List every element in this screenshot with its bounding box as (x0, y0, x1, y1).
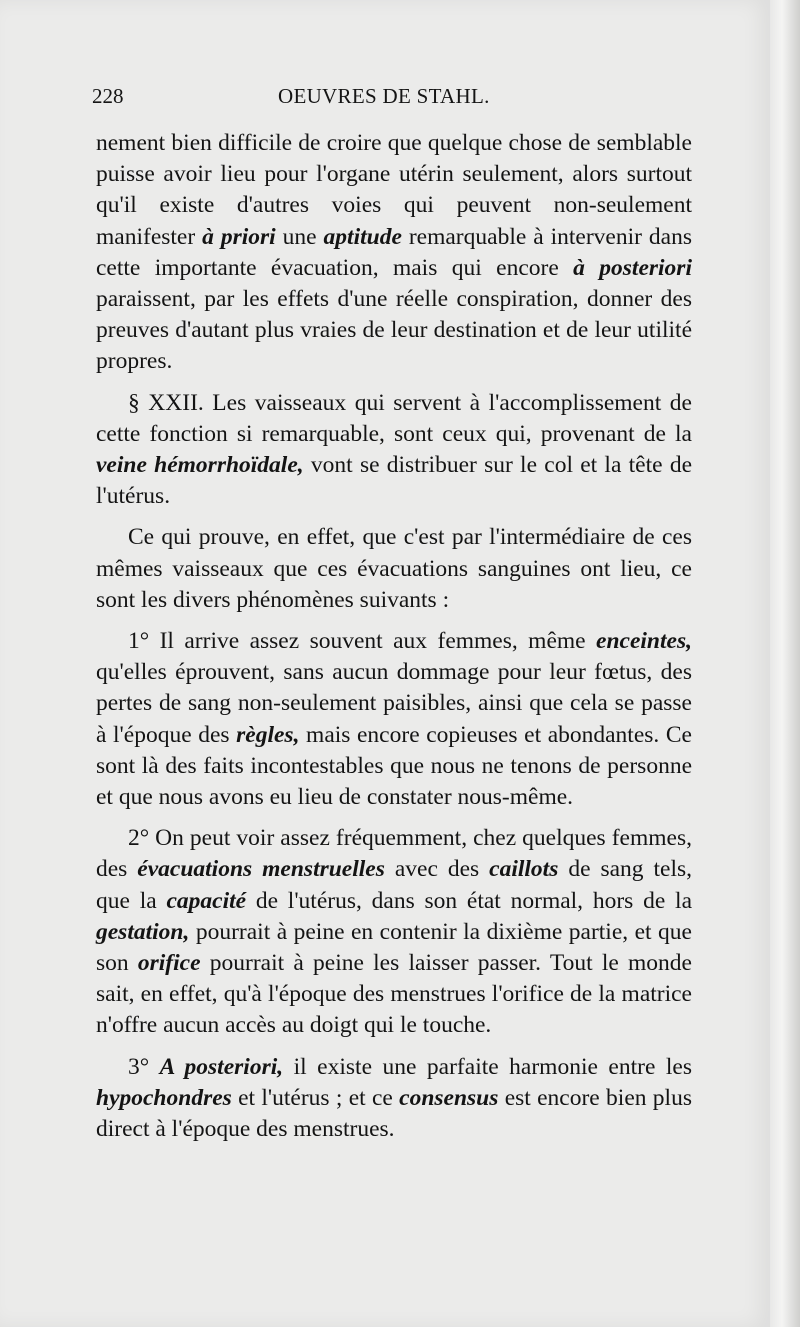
text-run: avec des (384, 856, 490, 883)
italic-phrase: orifice (137, 950, 201, 977)
italic-phrase: hypochondres (96, 1084, 232, 1111)
text-run: est encore bien plus direct à l'époque des menstrues. (96, 1084, 692, 1143)
italic-phrase: à posteriori (573, 254, 692, 281)
text-run: une (275, 223, 324, 250)
paragraph (96, 823, 692, 1041)
text-run: nement bien difficile de croire que quelque chose de semblable puisse avoir lieu pour l'organe utérin seulement, alors surtout qu'il existe d'autres voies qui peuvent non-seulement manifester (96, 130, 692, 250)
text-run: 1° Il arrive assez souvent aux femmes, même (128, 628, 597, 655)
text-run: 2° On peut voir assez fréquemment, chez quelques femmes, des (96, 825, 692, 883)
italic-phrase: veine hémorrhoïdale, (96, 452, 304, 479)
running-head: OEUVRES DE STAHL. (278, 84, 490, 108)
italic-phrase: règles, (236, 721, 300, 748)
text-run: vont se distribuer sur le col et la tête de l'utérus. (96, 452, 692, 510)
page-edge (770, 0, 800, 1327)
italic-phrase: A posteriori, (159, 1053, 284, 1080)
text-run: mais encore copieuses et abondantes. Ce sont là des faits incontestables que nous ne tenons de personne et que nous avons eu lieu de constater nous-même. (96, 721, 692, 811)
text-run: 3° (128, 1053, 160, 1080)
paragraph-continued (96, 128, 692, 378)
italic-phrase: aptitude (323, 223, 402, 250)
italic-phrase: consensus (399, 1084, 499, 1111)
text-run: pourrait à peine en contenir la dixième partie, et que son (96, 918, 692, 977)
page-number: 228 (92, 84, 124, 108)
italic-phrase: caillots (489, 856, 559, 883)
paragraph (96, 626, 692, 813)
paragraph (96, 1052, 692, 1146)
text-run: pourrait à peine les laisser passer. Tout le monde sait, en effet, qu'à l'époque des menstrues l'orifice de la matrice n'offre aucun accès au doigt qui le touche. (96, 950, 692, 1039)
text-run: qu'elles éprouvent, sans aucun dommage pour leur fœtus, des pertes de sang non-seulement paisibles, ainsi que cela se passe à l'époque des (96, 659, 692, 748)
text-run: de l'utérus, dans son état normal, hors de la (246, 887, 692, 914)
paragraph (96, 522, 692, 616)
text-run: et l'utérus ; et ce (231, 1084, 400, 1111)
text-run: remarquable à intervenir dans cette importante évacuation, mais qui encore (96, 223, 692, 281)
text-run: paraissent, par les effets d'une réelle conspiration, donner des preuves d'autant plus vraies de leur destination et de leur utilité propres. (96, 286, 692, 375)
text-run: § XXII. Les vaisseaux qui servent à l'accomplissement de cette fonction si remarquable, sont ceux qui, provenant de la (96, 389, 692, 447)
text-run: de sang tels, que la (96, 856, 693, 914)
page-header (92, 84, 692, 114)
italic-phrase: enceintes, (596, 628, 692, 655)
italic-phrase: évacuations menstruelles (137, 856, 385, 883)
text-run: il existe une parfaite harmonie entre les (283, 1053, 692, 1080)
italic-phrase: capacité (166, 887, 247, 914)
paragraph (96, 388, 692, 513)
italic-phrase: à priori (202, 223, 276, 250)
text-run: Ce qui prouve, en effet, que c'est par l'intermédiaire de ces mêmes vaisseaux que ces évacuations sanguines ont lieu, ce sont les divers phénomènes suivants : (96, 524, 692, 613)
body-text (96, 128, 692, 1155)
italic-phrase: gestation, (96, 918, 190, 945)
